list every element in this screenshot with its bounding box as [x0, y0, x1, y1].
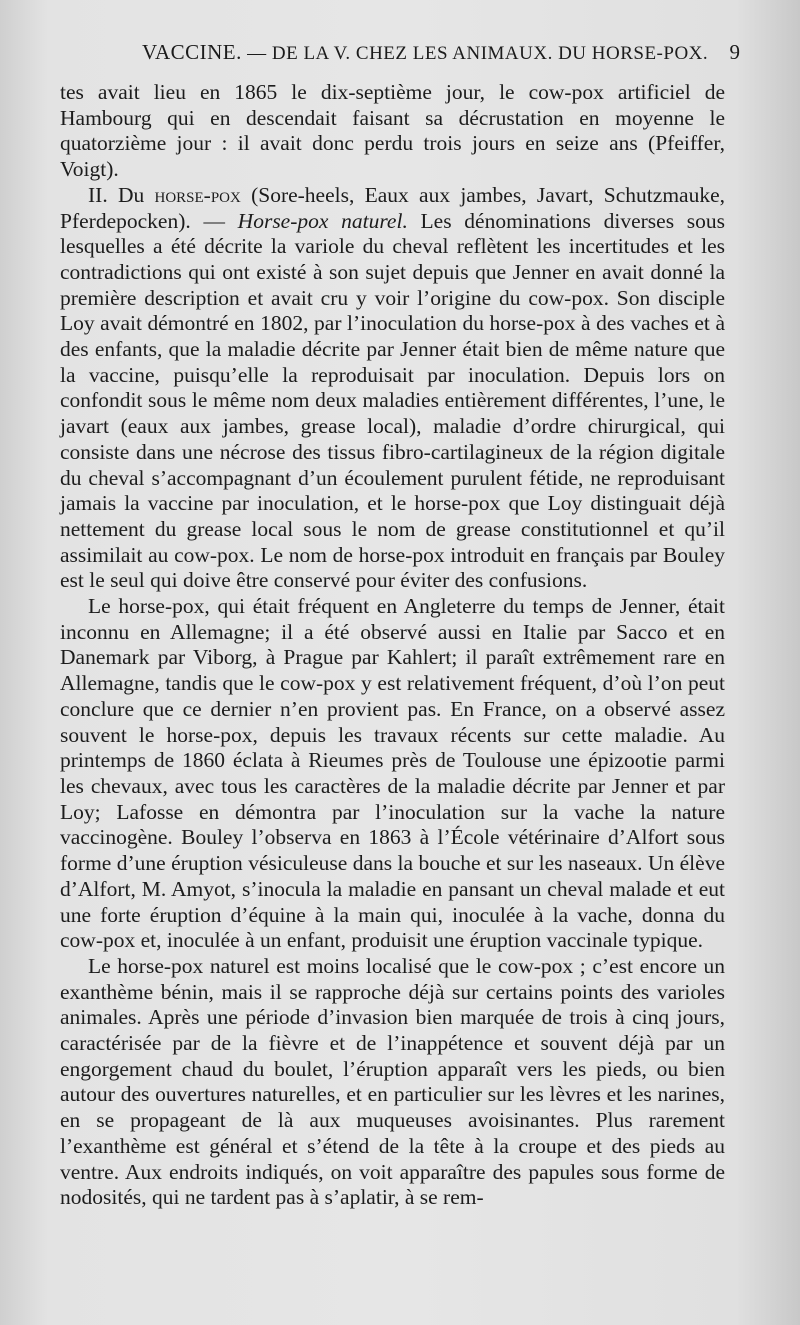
subheading-italic: Horse-pox naturel.	[237, 208, 408, 233]
page-header	[60, 40, 740, 74]
section-lead-du: Du	[117, 182, 145, 207]
running-head-main: VACCINE.	[142, 40, 242, 64]
paragraph-symptoms: Le horse-pox naturel est moins localisé que le cow-pox ; c’est encore un exanthème bénin, mais il se rapproche déjà sur certains points des varioles animales. Après une période d’invasion bien marquée de trois à cinq jours, caractérisée par de la fièvre et de l’inappétence et souvent déjà par un engorgement chaud du boulet, l’éruption apparaît vers les pieds, ou bien autour des ouvertures naturelles, et en particulier sur les lèvres et les narines, en se propageant de là aux muqueuses avoisinantes. Plus rarement l’exanthème est général et s’étend de la tête à la croupe et des pieds au ventre. Aux endroits indiqués, on voit apparaître des papules sous forme de nodosités, qui ne tardent pas à s’aplatir, à se rem-	[60, 953, 725, 1210]
section-heading-smallcaps: horse-pox	[154, 182, 241, 207]
paragraph-continuation: tes avait lieu en 1865 le dix-septième jour, le cow-pox artificiel de Hambourg qui en descendait faisant sa décrustation en moyenne le quatorzième jour : il avait donc perdu trois jours en seize ans (Pfeiffer, Voigt).	[60, 80, 725, 182]
paragraph-horse-pox-intro	[60, 183, 725, 594]
running-head-rest: — DE LA V. CHEZ LES ANIMAUX. DU HORSE-POX.	[241, 43, 709, 64]
section-numeral: II.	[88, 182, 108, 207]
body-text	[60, 80, 725, 1211]
paragraph-text: Les dénominations diverses sous lesquelles a été décrite la variole du cheval reflètent les incertitudes et les contradictions qui ont existé à son sujet depuis que Jenner en avait donné la première description et avait cru y voir l’origine du cow-pox. Son disciple Loy avait démontré en 1802, par l’inoculation du horse-pox à des vaches et à des enfants, que la maladie décrite par Jenner était bien de même nature que la vaccine, puisqu’elle la reproduisait par inoculation. Depuis lors on confondit sous le même nom deux maladies entièrement différentes, l’une, le javart (eaux aux jambes, grease local), maladie d’ordre chirurgical, qui consiste dans une nécrose des tissus fibro-cartilagineux de la région digitale du cheval s’accompagnant d’un écoulement purulent fétide, ne reproduisant jamais la vaccine par inoculation, et le horse-pox que Loy distinguait déjà nettement du grease local sous le nom de grease constitutionnel et qu’il assimilait au cow-pox. Le nom de horse-pox introduit en français par Bouley est le seul qui doive être conservé pour éviter des confusions.	[60, 208, 726, 593]
running-head	[60, 40, 708, 65]
page-number: 9	[729, 40, 740, 64]
section-synonyms: (Sore-heels, Eaux aux jambes, Javart, Schutzmauke, Pferdepocken). —	[60, 182, 726, 233]
paragraph-history: Le horse-pox, qui était fréquent en Angleterre du temps de Jenner, était inconnu en Allemagne; il a été observé aussi en Italie par Sacco et en Danemark par Viborg, à Prague par Kahlert; il paraît extrêmement rare en Allemagne, tandis que le cow-pox y est relativement fréquent, d’où l’on peut conclure que ce dernier n’en provient pas. En France, on a observé assez souvent le horse-pox, depuis les travaux récents sur cette maladie. Au printemps de 1860 éclata à Rieumes près de Toulouse une épizootie parmi les chevaux, avec tous les caractères de la maladie décrite par Jenner et par Loy; Lafosse en démontra par l’inoculation sur la vache la nature vaccinogène. Bouley l’observa en 1863 à l’École vétérinaire d’Alfort sous forme d’une éruption vésiculeuse dans la bouche et sur les naseaux. Un élève d’Alfort, M. Amyot, s’inocula la maladie en pansant un cheval malade et eut une forte éruption d’équine à la main qui, inoculée à la vache, donna du cow-pox et, inoculée à un enfant, produisit une éruption vaccinale typique.	[60, 594, 725, 953]
